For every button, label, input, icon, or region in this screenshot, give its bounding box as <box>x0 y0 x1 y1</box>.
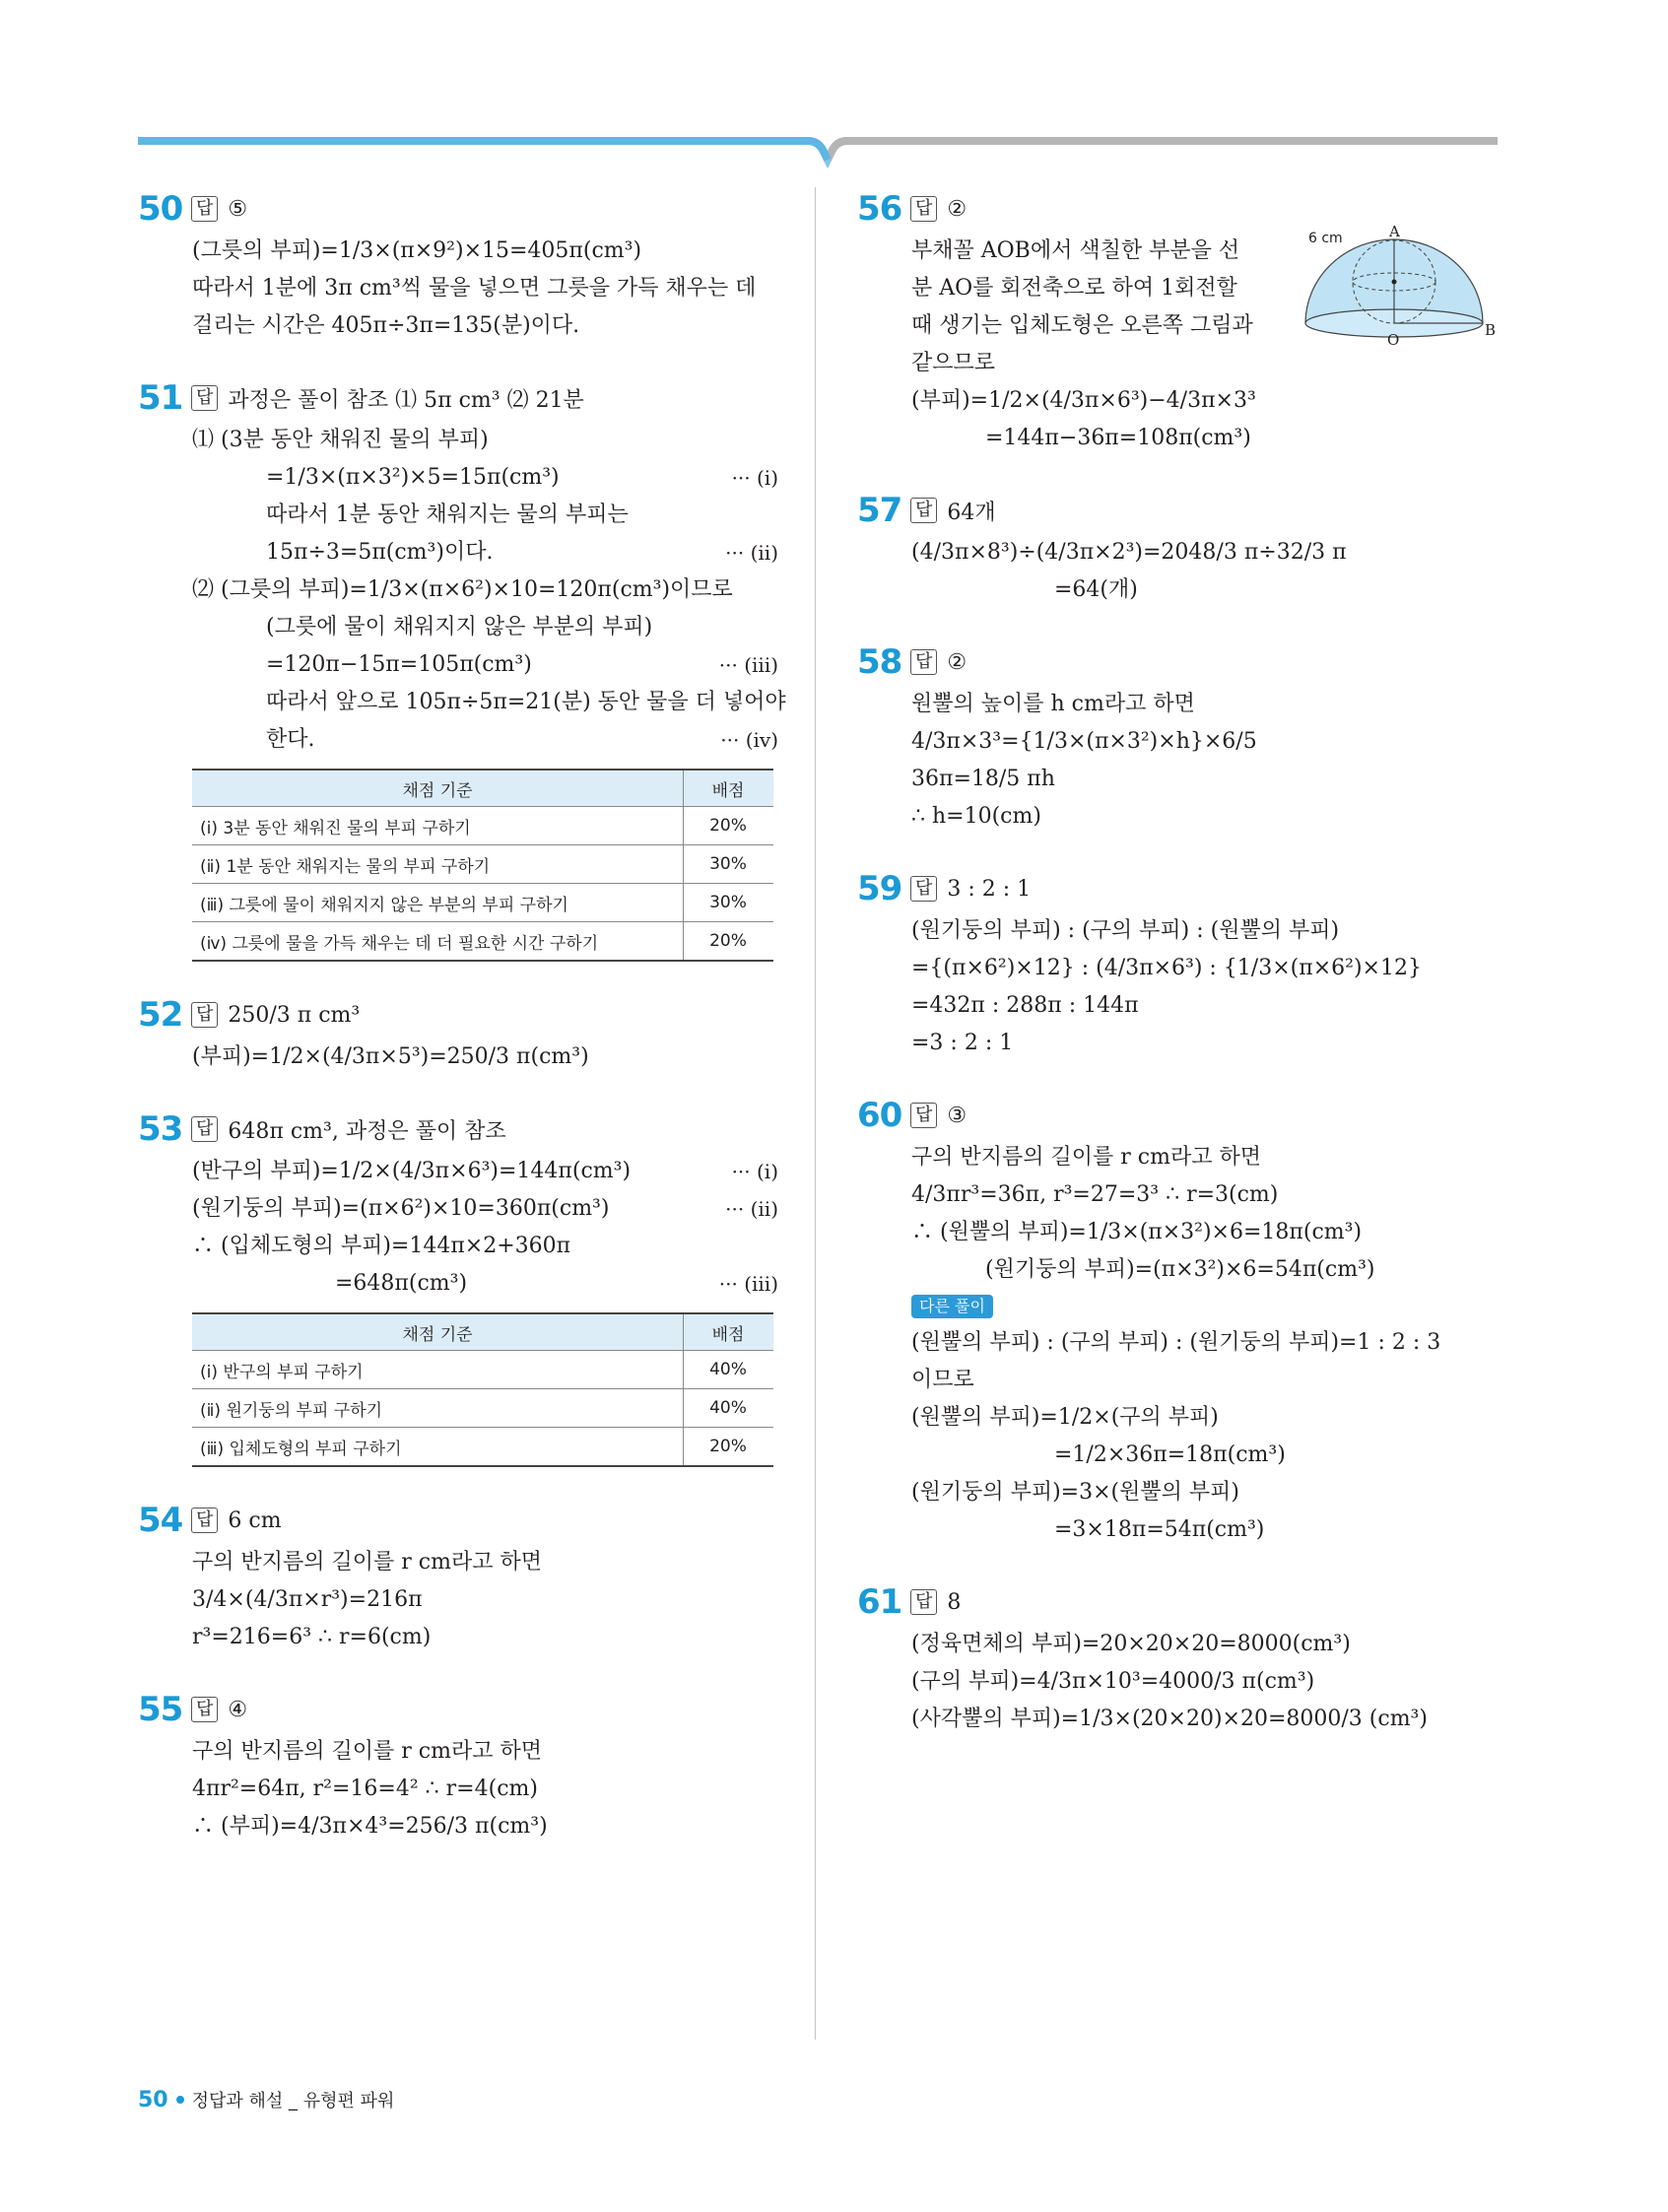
answer-text: 250/3 π cm³ <box>228 1002 361 1028</box>
solution-line <box>857 1701 1498 1738</box>
solution-line <box>857 1663 1498 1701</box>
criteria-cell: (ⅰ) 3분 동안 채워진 물의 부피 구하기 <box>192 807 684 845</box>
solution-text: (원기둥의 부피)=(π×3²)×6=54π(cm³) <box>985 1257 1375 1282</box>
solution-text: (원기둥의 부피)=3×(원뿔의 부피) <box>911 1480 1239 1505</box>
solution-text: =648π(cm³) <box>335 1271 468 1296</box>
solution-text: 분 AO를 회전축으로 하여 1회전할 <box>911 276 1237 301</box>
answer-text: ② <box>947 649 967 675</box>
table-row <box>192 1389 773 1428</box>
points-cell: 20% <box>684 922 774 962</box>
figure-label-a: A <box>1389 225 1400 240</box>
solution-text: 4/3πr³=36π, r³=27=3³ ∴ r=3(cm) <box>911 1182 1279 1207</box>
problem-header <box>138 991 778 1039</box>
answer-badge: 답 <box>191 196 218 222</box>
problem-58 <box>857 638 1498 836</box>
criteria-cell: (ⅱ) 원기둥의 부피 구하기 <box>192 1389 684 1428</box>
table-row <box>192 1428 773 1467</box>
problem-51 <box>138 374 786 962</box>
solution-line <box>857 686 1498 723</box>
solution-line <box>857 534 1498 571</box>
solution-text: 15π÷3=5π(cm³)이다. <box>266 540 494 565</box>
right-column <box>857 185 1498 1768</box>
answer-badge: 답 <box>910 1589 937 1615</box>
problem-header <box>857 1092 1498 1139</box>
solution-text: ∴ h=10(cm) <box>911 804 1041 829</box>
solution-line <box>857 987 1498 1025</box>
answer-badge: 답 <box>910 876 937 902</box>
solution-line <box>857 1025 1498 1062</box>
points-cell: 40% <box>684 1389 774 1428</box>
problem-number: 57 <box>857 491 902 530</box>
step-marker: ··· (ⅲ) <box>718 653 778 677</box>
solution-text: =144π−36π=108π(cm³) <box>985 426 1251 450</box>
solution-text: (부피)=1/2×(4/3π×6³)−4/3π×3³ <box>911 388 1256 413</box>
solution-line <box>857 420 1498 457</box>
step-marker: ··· (ⅱ) <box>725 541 778 565</box>
top-decorative-bar <box>138 136 1498 169</box>
problem-header <box>138 1497 778 1544</box>
points-cell: 30% <box>684 884 774 922</box>
solution-text: 36π=18/5 πh <box>911 767 1055 791</box>
points-cell: 30% <box>684 845 774 884</box>
solution-text: (원뿔의 부피) : (구의 부피) : (원기둥의 부피)=1 : 2 : 3 <box>911 1330 1441 1355</box>
alt-solution-badge: 다른 풀이 <box>911 1295 993 1318</box>
solution-line <box>138 646 778 684</box>
solution-line <box>138 1771 778 1808</box>
solution-text: =3 : 2 : 1 <box>911 1031 1014 1055</box>
problem-header <box>138 1686 778 1733</box>
solution-line <box>138 307 778 345</box>
solution-line <box>857 950 1498 987</box>
answer-badge: 답 <box>910 498 937 523</box>
solution-text: =1/2×36π=18π(cm³) <box>1054 1442 1286 1467</box>
answer-badge: 답 <box>191 1508 218 1533</box>
criteria-header: 채점 기준 <box>192 1313 684 1351</box>
problem-number: 61 <box>857 1582 902 1622</box>
step-marker: ··· (ⅳ) <box>720 728 778 752</box>
solution-text: 4/3π×3³={1/3×(π×3²)×h}×6/5 <box>911 729 1257 754</box>
problem-54 <box>138 1497 778 1656</box>
solution-line <box>138 459 778 497</box>
solution-text: =64(개) <box>1054 577 1138 602</box>
solution-line <box>857 1324 1498 1362</box>
answer-badge: 답 <box>191 1697 218 1722</box>
solution-line <box>857 798 1498 836</box>
solution-text: (원기둥의 부피) : (구의 부피) : (원뿔의 부피) <box>911 918 1340 943</box>
problem-header <box>857 1578 1498 1626</box>
points-header: 배점 <box>684 1313 774 1351</box>
solution-text: =3×18π=54π(cm³) <box>1054 1517 1265 1542</box>
problem-59 <box>857 865 1498 1062</box>
solution-text: (4/3π×8³)÷(4/3π×2³)=2048/3 π÷32/3 π <box>911 540 1347 565</box>
answer-text: ② <box>947 196 967 222</box>
solution-line <box>138 571 778 609</box>
solution-line <box>138 684 786 721</box>
problem-number: 60 <box>857 1096 902 1135</box>
solution-line <box>138 422 778 459</box>
solution-text: 구의 반지름의 길이를 r cm라고 하면 <box>911 1145 1261 1170</box>
solution-line <box>857 723 1498 761</box>
problem-number: 55 <box>138 1690 183 1729</box>
answer-text: 3 : 2 : 1 <box>947 876 1032 902</box>
solution-text: 구의 반지름의 길이를 r cm라고 하면 <box>192 1550 542 1575</box>
solution-line <box>857 1474 1498 1511</box>
solution-text: 따라서 1분 동안 채워지는 물의 부피는 <box>266 503 629 527</box>
solution-line <box>857 571 1498 609</box>
table-row <box>192 922 773 962</box>
problem-number: 53 <box>138 1109 183 1149</box>
solution-line <box>138 1153 778 1190</box>
problem-header <box>138 185 778 233</box>
answer-text: 8 <box>947 1589 962 1615</box>
solution-line <box>138 1190 778 1228</box>
answer-badge: 답 <box>910 1103 937 1128</box>
solution-text: (원뿔의 부피)=1/2×(구의 부피) <box>911 1405 1219 1430</box>
solution-line <box>138 721 778 759</box>
solution-line <box>857 761 1498 798</box>
answer-text: ③ <box>947 1103 967 1128</box>
problem-header <box>138 374 778 422</box>
problem-55 <box>138 1686 778 1845</box>
figure-label-radius: 6 cm <box>1308 231 1343 246</box>
problem-header <box>138 1106 778 1153</box>
problem-header <box>857 865 1498 912</box>
answer-text: 64개 <box>947 500 996 525</box>
step-marker: ··· (ⅰ) <box>731 466 778 490</box>
solution-line <box>857 1176 1498 1214</box>
answer-text: ⑤ <box>228 196 248 222</box>
answer-badge: 답 <box>191 1116 218 1142</box>
solution-text: 구의 반지름의 길이를 r cm라고 하면 <box>192 1739 542 1764</box>
problem-number: 59 <box>857 869 902 908</box>
solution-text: (구의 부피)=4/3π×10³=4000/3 π(cm³) <box>911 1669 1315 1694</box>
solution-line <box>857 1251 1498 1289</box>
criteria-cell: (ⅲ) 그릇에 물이 채워지지 않은 부분의 부피 구하기 <box>192 884 684 922</box>
problem-header <box>857 487 1498 534</box>
footer-dot-icon <box>176 2096 184 2104</box>
solution-text: 한다. <box>266 727 315 752</box>
solution-text: 4πr²=64π, r²=16=4² ∴ r=4(cm) <box>192 1776 538 1801</box>
solution-line <box>138 1265 778 1303</box>
criteria-header: 채점 기준 <box>192 770 684 807</box>
solution-text: =432π : 288π : 144π <box>911 993 1139 1018</box>
solution-line <box>857 1399 1498 1437</box>
solution-line <box>138 497 778 534</box>
solution-line <box>857 912 1498 950</box>
step-marker: ··· (ⅲ) <box>718 1272 778 1296</box>
answer-text: 648π cm³, 과정은 풀이 참조 <box>228 1118 506 1144</box>
solution-text: 때 생기는 입체도형은 오른쪽 그림과 <box>911 313 1253 338</box>
problem-61 <box>857 1578 1498 1738</box>
grading-table <box>192 1312 773 1467</box>
solution-text: 같으므로 <box>911 351 996 375</box>
solution-line <box>857 1214 1498 1251</box>
problem-52 <box>138 991 778 1076</box>
table-row <box>192 1351 773 1389</box>
solution-line <box>138 1581 778 1619</box>
solution-text: (그릇에 물이 채워지지 않은 부분의 부피) <box>266 615 653 639</box>
solution-text: (반구의 부피)=1/2×(4/3π×6³)=144π(cm³) <box>192 1159 632 1183</box>
solution-text: ∴ (원뿔의 부피)=1/3×(π×3²)×6=18π(cm³) <box>911 1220 1363 1244</box>
problem-50 <box>138 185 778 345</box>
solution-line <box>857 382 1498 420</box>
figure-label-o: O <box>1387 331 1400 349</box>
problem-number: 58 <box>857 642 902 682</box>
solution-text: 이므로 <box>911 1368 974 1392</box>
solution-line <box>857 1626 1498 1663</box>
problem-number: 51 <box>138 378 183 418</box>
answer-text: ④ <box>228 1697 248 1722</box>
left-column <box>138 185 786 1875</box>
problem-60 <box>857 1092 1498 1549</box>
table-row <box>192 807 773 845</box>
hemisphere-figure <box>1291 225 1498 353</box>
problem-header <box>857 638 1498 686</box>
criteria-cell: (ⅱ) 1분 동안 채워지는 물의 부피 구하기 <box>192 845 684 884</box>
solution-line <box>138 1228 778 1265</box>
answer-text: 6 cm <box>228 1508 282 1533</box>
solution-text: ∴ (입체도형의 부피)=144π×2+360π <box>192 1234 571 1258</box>
footer-text: 정답과 해설 _ 유형편 파워 <box>191 2091 395 2111</box>
answer-text: 과정은 풀이 참조 ⑴ 5π cm³ ⑵ 21분 <box>228 387 584 413</box>
solution-text: =1/3×(π×3²)×5=15π(cm³) <box>266 465 560 490</box>
solution-line <box>138 1039 778 1076</box>
solution-text: 원뿔의 높이를 h cm라고 하면 <box>911 692 1195 716</box>
table-row <box>192 884 773 922</box>
solution-text: ⑴ (3분 동안 채워진 물의 부피) <box>192 428 489 452</box>
solution-line <box>138 534 778 571</box>
answer-badge: 답 <box>191 385 218 411</box>
solution-line <box>138 1808 778 1845</box>
points-cell: 20% <box>684 807 774 845</box>
solution-text: 걸리는 시간은 405π÷3π=135(분)이다. <box>192 313 580 338</box>
problem-57 <box>857 487 1498 609</box>
table-header-row <box>192 1313 773 1351</box>
step-marker: ··· (ⅰ) <box>731 1160 778 1183</box>
solution-text: ∴ (부피)=4/3π×4³=256/3 π(cm³) <box>192 1814 548 1839</box>
answer-badge: 답 <box>191 1002 218 1028</box>
criteria-cell: (ⅲ) 입체도형의 부피 구하기 <box>192 1428 684 1467</box>
solution-line <box>138 1544 778 1581</box>
solution-line <box>857 1511 1498 1549</box>
answer-badge: 답 <box>910 649 937 675</box>
solution-text: 부채꼴 AOB에서 색칠한 부분을 선 <box>911 238 1240 263</box>
solution-line <box>138 233 778 270</box>
solution-text: (부피)=1/2×(4/3π×5³)=250/3 π(cm³) <box>192 1044 589 1069</box>
problem-53 <box>138 1106 778 1467</box>
points-header: 배점 <box>684 770 774 807</box>
solution-text: ={(π×6²)×12} : (4/3π×6³) : {1/3×(π×6²)×12} <box>911 956 1422 980</box>
solution-line <box>138 609 778 646</box>
solution-text: =120π−15π=105π(cm³) <box>266 652 532 677</box>
solution-line <box>138 1619 778 1656</box>
table-header-row <box>192 770 773 807</box>
solution-line <box>138 1733 778 1771</box>
column-divider <box>815 187 816 2040</box>
problem-56 <box>857 185 1498 457</box>
solution-text: (원기둥의 부피)=(π×6²)×10=360π(cm³) <box>192 1196 610 1221</box>
problem-number: 50 <box>138 189 183 229</box>
problem-number: 52 <box>138 995 183 1035</box>
points-cell: 20% <box>684 1428 774 1467</box>
solution-line <box>138 270 778 307</box>
page-footer <box>138 2087 394 2112</box>
solution-text: r³=216=6³ ∴ r=6(cm) <box>192 1625 432 1649</box>
solution-text: 3/4×(4/3π×r³)=216π <box>192 1587 423 1612</box>
criteria-cell: (ⅳ) 그릇에 물을 가득 채우는 데 더 필요한 시간 구하기 <box>192 922 684 962</box>
page-number: 50 <box>138 2087 168 2112</box>
answer-badge: 답 <box>910 196 937 222</box>
step-marker: ··· (ⅱ) <box>725 1197 778 1221</box>
solution-line <box>857 1362 1498 1399</box>
solution-line <box>857 1139 1498 1176</box>
solution-text: (사각뿔의 부피)=1/3×(20×20)×20=8000/3 (cm³) <box>911 1707 1428 1731</box>
solution-text: (정육면체의 부피)=20×20×20=8000(cm³) <box>911 1632 1351 1656</box>
problem-number: 56 <box>857 189 902 229</box>
solution-line <box>857 1437 1498 1474</box>
solution-text: ⑵ (그릇의 부피)=1/3×(π×6²)×10=120π(cm³)이므로 <box>192 577 733 602</box>
problem-number: 54 <box>138 1501 183 1540</box>
solution-text: 따라서 1분에 3π cm³씩 물을 넣으면 그릇을 가득 채우는 데 <box>192 276 757 301</box>
table-row <box>192 845 773 884</box>
criteria-cell: (ⅰ) 반구의 부피 구하기 <box>192 1351 684 1389</box>
figure-label-b: B <box>1485 321 1497 339</box>
points-cell: 40% <box>684 1351 774 1389</box>
solution-text: (그릇의 부피)=1/3×(π×9²)×15=405π(cm³) <box>192 238 642 263</box>
solution-text: 따라서 앞으로 105π÷5π=21(분) 동안 물을 더 넣어야 <box>266 690 786 714</box>
grading-table <box>192 769 773 962</box>
